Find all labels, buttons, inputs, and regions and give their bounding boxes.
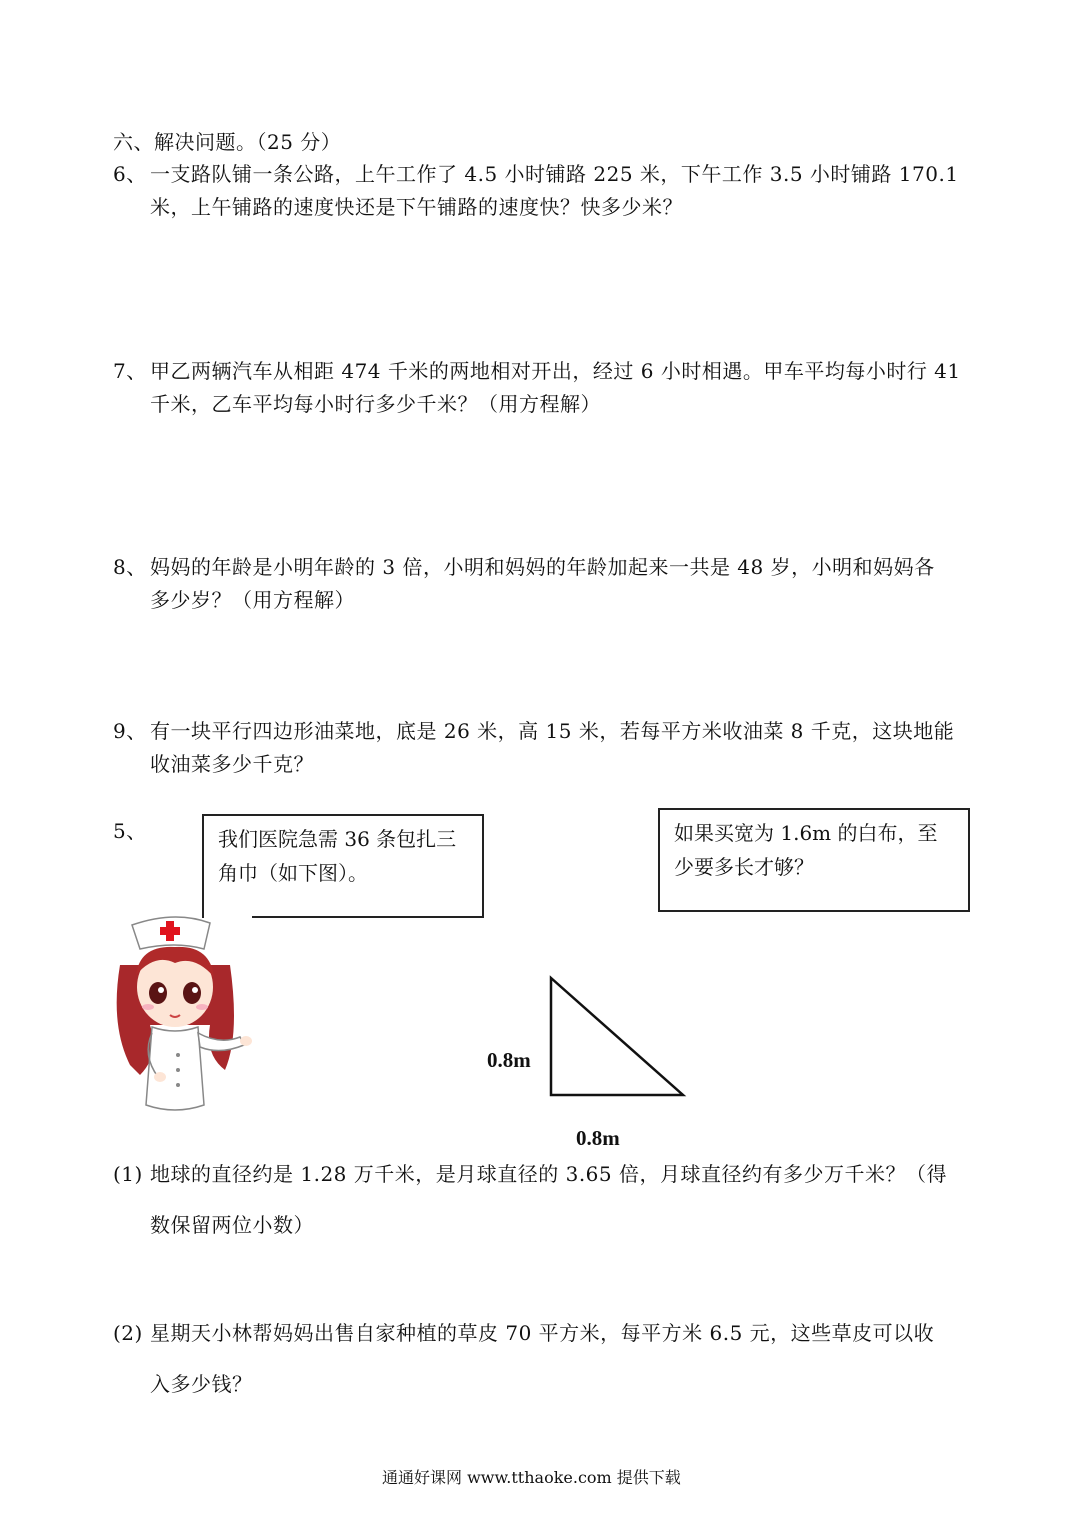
bubble-right-line2: 少要多长才够？ — [674, 855, 814, 879]
q8-line2: 多少岁？（用方程解） — [150, 588, 355, 612]
triangle-figure — [540, 968, 700, 1108]
q6-line1: 一支路队铺一条公路，上午工作了 4.5 小时铺路 225 米，下午工作 3.5 小时铺路 170.1 — [150, 162, 959, 186]
sub2-line1: 星期天小林帮妈妈出售自家种植的草皮 70 平方米，每平方米 6.5 元，这些草皮可以收 — [150, 1321, 935, 1345]
q6-number: 6、 — [113, 162, 147, 186]
sub2-number: (2) — [113, 1321, 143, 1345]
sub2-line2: 入多少钱？ — [150, 1372, 253, 1396]
q8-number: 8、 — [113, 555, 147, 579]
q5-number: 5、 — [113, 819, 147, 843]
q7-line1: 甲乙两辆汽车从相距 474 千米的两地相对开出，经过 6 小时相遇。甲车平均每小时行 41 — [150, 359, 961, 383]
sub1-line1: 地球的直径约是 1.28 万千米，是月球直径的 3.65 倍，月球直径约有多少万千米？（得 — [150, 1162, 947, 1186]
q9-line2: 收油菜多少千克？ — [150, 752, 314, 776]
nurse-illustration — [100, 905, 260, 1125]
red-cross-icon-h — [160, 927, 180, 935]
triangle-base-label: 0.8m — [576, 1126, 620, 1150]
triangle-height-label: 0.8m — [487, 1048, 531, 1072]
bubble-right-line1: 如果买宽为 1.6m 的白布，至 — [674, 821, 938, 845]
q8-line1: 妈妈的年龄是小明年龄的 3 倍，小明和妈妈的年龄加起来一共是 48 岁，小明和妈妈各 — [150, 555, 935, 579]
section-title: 六、解决问题。（25 分） — [113, 130, 342, 154]
footer-credit: 通通好课网 www.tthaoke.com 提供下载 — [382, 1468, 681, 1487]
q7-number: 7、 — [113, 359, 147, 383]
sub1-number: (1) — [113, 1162, 143, 1186]
nurse-body — [146, 1027, 204, 1110]
q7-line2: 千米，乙车平均每小时行多少千米？（用方程解） — [150, 392, 601, 416]
speech-bubble-right — [658, 808, 970, 912]
sub1-line2: 数保留两位小数） — [150, 1213, 314, 1237]
nurse-eye-left — [149, 982, 167, 1004]
q9-line1: 有一块平行四边形油菜地，底是 26 米，高 15 米，若每平方米收油菜 8 千克，这块地能 — [150, 719, 955, 743]
right-triangle — [551, 978, 683, 1095]
q6-line2: 米，上午铺路的速度快还是下午铺路的速度快？快多少米？ — [150, 195, 683, 219]
bubble-left-line1: 我们医院急需 36 条包扎三 — [218, 827, 457, 851]
q9-number: 9、 — [113, 719, 147, 743]
bubble-left-line2: 角巾（如下图）。 — [218, 861, 368, 885]
nurse-eye-right — [183, 982, 201, 1004]
